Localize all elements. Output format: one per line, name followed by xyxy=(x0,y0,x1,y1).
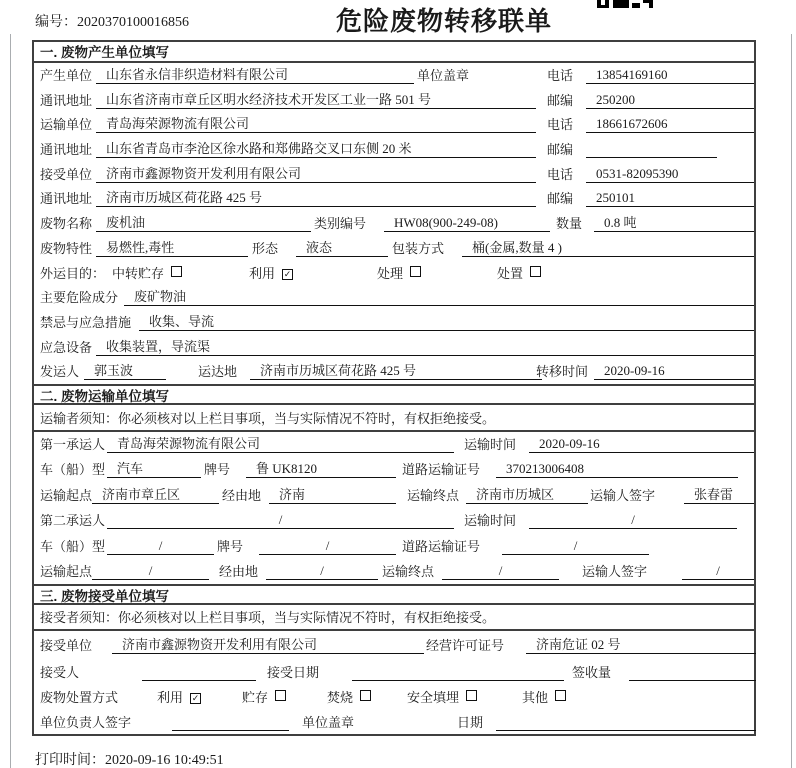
s1-r8-form-label: 形态 xyxy=(252,240,279,256)
s2-r3-label: 运输起点 xyxy=(40,487,93,503)
s1-r2-label: 通讯地址 xyxy=(40,92,93,108)
s1-r13-dest-label: 运达地 xyxy=(198,364,238,380)
s1-r9-option-dispose-label: 处置 xyxy=(497,265,524,281)
s1-r1-phone-label: 电话 xyxy=(547,68,574,83)
s1-r9-option-transfer-label: 中转贮存 xyxy=(112,265,165,281)
s3-r3-option-landfill-label: 安全填埋 xyxy=(407,690,460,706)
s2-r3-sign-value: 张春雷 xyxy=(684,485,754,504)
s1-r8-form-value: 液态 xyxy=(296,238,388,257)
s3-r3-option-reuse xyxy=(157,688,201,707)
scan-edge-right xyxy=(791,34,792,768)
row-consignor xyxy=(34,359,754,384)
row-transport-route-1 xyxy=(34,483,754,508)
s2-r6-sign-value: / xyxy=(682,561,754,580)
s2-r6-end-value: / xyxy=(442,561,559,580)
s1-r3-phone-label: 电话 xyxy=(547,117,574,133)
s3-r2-label: 接受人 xyxy=(40,665,80,681)
s2-r4-value: / xyxy=(107,510,454,529)
s1-r9-option-treat-label: 处理 xyxy=(377,265,404,281)
s2-r2-value: 汽车 xyxy=(107,459,201,478)
s1-r6-value: 济南市历城区荷花路 425 号 xyxy=(96,188,536,207)
s2-r3-end-value: 济南市历城区 xyxy=(466,485,588,504)
s3-r3-option-storage-label: 贮存 xyxy=(242,690,269,706)
s1-r8-pack-value: 桶(金属,数量 4 ) xyxy=(462,238,754,257)
checkbox-disposal-storage xyxy=(275,690,286,701)
s1-r5-value: 济南市鑫源物资开发利用有限公司 xyxy=(96,164,536,183)
s2-r2-plate-label: 牌号 xyxy=(204,462,231,478)
section2-header: 二. 废物运输单位填写 xyxy=(34,384,754,405)
s1-r13-time-label: 转移时间 xyxy=(536,364,589,380)
s3-r3-label: 废物处置方式 xyxy=(40,690,119,706)
s1-r9-label: 外运目的： xyxy=(40,265,106,281)
row-transport-unit xyxy=(34,112,754,137)
s2-r5-value: / xyxy=(107,536,214,555)
s1-r2-zip-value: 250200 xyxy=(586,90,754,109)
s1-r3-phone-value: 18661672606 xyxy=(586,114,754,133)
s1-r9-option-reuse xyxy=(249,264,293,283)
row-hazard-component xyxy=(34,285,754,310)
s2-r2-label: 车（船）型 xyxy=(40,462,106,478)
s1-r7-value: 废机油 xyxy=(96,213,311,232)
s1-r2-value: 山东省济南市章丘区明水经济技术开发区工业一路 501 号 xyxy=(96,90,536,109)
s2-r5-plate-label: 牌号 xyxy=(217,538,244,554)
s2-r4-label: 第二承运人 xyxy=(40,513,106,529)
s1-r11-label: 禁忌与应急措施 xyxy=(40,314,132,330)
row-vehicle-type-1 xyxy=(34,457,754,482)
s2-r1-label: 第一承运人 xyxy=(40,436,106,452)
s3-r2-qty-label: 签收量 xyxy=(572,665,612,681)
transporter-notice: 运输者须知：你必须核对以上栏目事项，当与实际情况不符时，有权拒绝接受。 xyxy=(34,405,754,432)
s3-r3-option-other-label: 其他 xyxy=(522,690,549,706)
checkbox-transfer-storage xyxy=(171,266,182,277)
s1-r9-option-reuse-label: 利用 xyxy=(249,265,276,281)
s2-r6-end-label: 运输终点 xyxy=(382,563,435,579)
s1-r6-zip-value: 250101 xyxy=(586,188,754,207)
s1-r13-value: 郭玉波 xyxy=(84,361,166,380)
row-transport-address xyxy=(34,137,754,162)
s1-r6-zip-label: 邮编 xyxy=(547,191,574,207)
s1-r7-code-label: 类别编号 xyxy=(314,216,367,232)
s1-r4-label: 通讯地址 xyxy=(40,142,93,158)
checkbox-disposal-other xyxy=(555,690,566,701)
row-producer-address xyxy=(34,88,754,113)
checkbox-disposal-reuse-checked: ✓ xyxy=(191,694,200,705)
s2-r6-label: 运输起点 xyxy=(40,563,93,579)
section2-body xyxy=(34,405,754,584)
s1-r10-value: 废矿物油 xyxy=(124,287,754,306)
s1-r8-pack-label: 包装方式 xyxy=(392,240,445,256)
s3-r4-label: 单位负责人签字 xyxy=(40,715,132,731)
s1-r11-value: 收集、导流 xyxy=(139,312,754,331)
s1-r1-phone-value: 13854169160 xyxy=(586,65,754,84)
s3-r1-license-label: 经营许可证号 xyxy=(426,638,505,654)
row-receiver-unit xyxy=(34,162,754,187)
s3-r4-seal-label: 单位盖章 xyxy=(302,715,355,731)
checkbox-disposal-landfill xyxy=(466,690,477,701)
row-waste-property xyxy=(34,236,754,261)
section3-body xyxy=(34,605,754,734)
checkbox-treat xyxy=(410,266,421,277)
scan-edge-left xyxy=(10,34,11,768)
doc-number-value: 2020370100016856 xyxy=(77,15,189,30)
row-emergency-equipment xyxy=(34,335,754,360)
row-responsible-signature xyxy=(34,710,754,734)
print-time xyxy=(35,749,224,768)
s3-r3-option-storage xyxy=(242,688,286,707)
s1-r7-code-value: HW08(900-249-08) xyxy=(384,213,550,232)
s2-r3-via-label: 经由地 xyxy=(222,487,262,503)
s1-r1-label: 产生单位 xyxy=(40,68,93,83)
s2-r5-plate-value: / xyxy=(259,536,396,555)
s3-r3-option-reuse-label: 利用 xyxy=(157,690,184,706)
s3-r2-date-label: 接受日期 xyxy=(267,665,320,681)
s1-r13-label: 发运人 xyxy=(40,364,80,380)
s1-r3-label: 运输单位 xyxy=(40,117,93,133)
s1-r4-zip-label: 邮编 xyxy=(547,142,574,158)
s3-r1-label: 接受单位 xyxy=(40,638,93,654)
s2-r6-value: / xyxy=(92,561,209,580)
s1-r4-value: 山东省青岛市李沧区徐水路和郑佛路交叉口东侧 20 米 xyxy=(96,139,536,158)
s3-r3-option-incinerate-label: 焚烧 xyxy=(327,690,354,706)
row-vehicle-type-2 xyxy=(34,534,754,559)
s2-r5-permit-value: / xyxy=(502,536,649,555)
s2-r6-via-value: / xyxy=(266,561,378,580)
s1-r7-label: 废物名称 xyxy=(40,216,93,232)
row-outbound-purpose xyxy=(34,261,754,286)
s2-r6-sign-label: 运输人签字 xyxy=(582,563,648,579)
qr-code-fragment xyxy=(597,0,653,8)
s1-r5-phone-label: 电话 xyxy=(547,166,574,182)
s1-r5-phone-value: 0531-82095390 xyxy=(586,164,754,183)
section1-body xyxy=(34,63,754,384)
s1-r1-value: 山东省永信非织造材料有限公司 xyxy=(96,65,414,84)
page-title: 危险废物转移联单 xyxy=(336,6,553,36)
s3-r4-date-value xyxy=(496,712,756,731)
row-acceptor xyxy=(34,658,754,685)
row-producer-unit xyxy=(34,63,754,88)
s1-r10-label: 主要危险成分 xyxy=(40,290,119,306)
manifest-table xyxy=(32,40,756,736)
s3-r2-value xyxy=(142,662,256,681)
s1-r8-value: 易燃性,毒性 xyxy=(96,238,248,257)
section3-header: 三. 废物接受单位填写 xyxy=(34,584,754,605)
s3-r3-option-other xyxy=(522,688,566,707)
s1-r1-seal-label: 单位盖章 xyxy=(417,68,470,83)
s2-r3-value: 济南市章丘区 xyxy=(92,485,219,504)
s1-r7-qty-value: 0.8 吨 xyxy=(594,213,754,232)
s3-r1-license-value: 济南危证 02 号 xyxy=(526,635,756,654)
checkbox-dispose xyxy=(530,266,541,277)
s2-r3-via-value: 济南 xyxy=(269,485,396,504)
s1-r12-label: 应急设备 xyxy=(40,339,93,355)
s3-r2-qty-value xyxy=(629,662,756,681)
s3-r4-date-label: 日期 xyxy=(457,715,484,731)
s2-r3-sign-label: 运输人签字 xyxy=(590,487,656,503)
s2-r4-time-value: / xyxy=(529,510,737,529)
s3-r3-option-landfill xyxy=(407,688,477,707)
s1-r7-qty-label: 数量 xyxy=(556,216,583,232)
s2-r5-permit-label: 道路运输证号 xyxy=(402,538,481,554)
s2-r2-plate-value: 鲁 UK8120 xyxy=(246,459,396,478)
receiver-notice: 接受者须知：你必须核对以上栏目事项，当与实际情况不符时，有权拒绝接受。 xyxy=(34,605,754,631)
s3-r3-option-incinerate xyxy=(327,688,371,707)
s2-r6-via-label: 经由地 xyxy=(219,563,259,579)
row-transport-route-2 xyxy=(34,559,754,584)
checkbox-reuse-checked: ✓ xyxy=(283,269,292,280)
row-receiver-address xyxy=(34,186,754,211)
section1-header: 一. 废物产生单位填写 xyxy=(34,42,754,63)
row-disposal-method xyxy=(34,685,754,710)
checkbox-disposal-incinerate xyxy=(360,690,371,701)
s1-r12-value: 收集装置，导流渠 xyxy=(96,337,754,356)
s3-r2-date-value xyxy=(352,662,564,681)
s1-r9-option-treat xyxy=(377,264,421,283)
s3-r1-value: 济南市鑫源物资开发利用有限公司 xyxy=(112,635,424,654)
s1-r4-zip-value xyxy=(586,139,717,158)
s1-r5-label: 接受单位 xyxy=(40,166,93,182)
s2-r3-end-label: 运输终点 xyxy=(407,487,460,503)
s2-r4-time-label: 运输时间 xyxy=(464,513,517,529)
row-second-carrier xyxy=(34,508,754,533)
row-emergency-measures xyxy=(34,310,754,335)
s1-r2-zip-label: 邮编 xyxy=(547,92,574,108)
s1-r8-label: 废物特性 xyxy=(40,240,93,256)
s1-r6-label: 通讯地址 xyxy=(40,191,93,207)
row-first-carrier xyxy=(34,432,754,457)
s1-r9-option-dispose xyxy=(497,264,541,283)
s2-r1-value: 青岛海荣源物流有限公司 xyxy=(107,434,454,453)
s2-r2-permit-value: 370213006408 xyxy=(496,459,738,478)
s3-r4-sign-value xyxy=(172,712,289,731)
row-accept-unit xyxy=(34,631,754,658)
s1-r13-time-value: 2020-09-16 xyxy=(594,361,754,380)
s2-r2-permit-label: 道路运输证号 xyxy=(402,462,481,478)
print-time-value: 2020-09-16 10:49:51 xyxy=(105,753,224,768)
s1-r3-value: 青岛海荣源物流有限公司 xyxy=(96,114,536,133)
row-waste-name xyxy=(34,211,754,236)
doc-number-label: 编号： xyxy=(35,15,77,30)
s2-r5-label: 车（船）型 xyxy=(40,538,106,554)
print-time-label: 打印时间： xyxy=(35,753,105,768)
s1-r13-dest-value: 济南市历城区荷花路 425 号 xyxy=(250,361,542,380)
s1-r9-option-transfer xyxy=(112,264,182,283)
s2-r1-time-label: 运输时间 xyxy=(464,436,517,452)
doc-number xyxy=(35,11,189,31)
s2-r1-time-value: 2020-09-16 xyxy=(529,434,754,453)
